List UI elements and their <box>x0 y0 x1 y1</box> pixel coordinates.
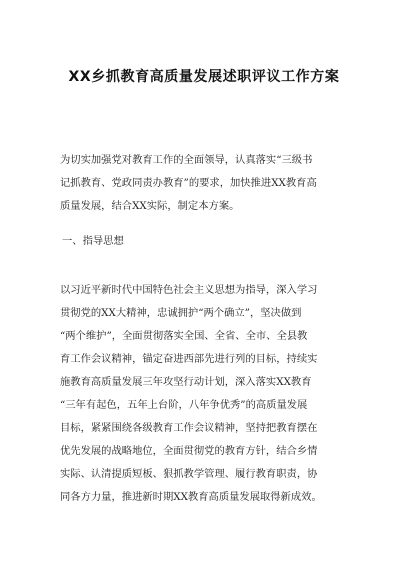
body-line: 同各方力量，推进新时期XX教育高质量发展取得新成效。 <box>60 491 322 503</box>
body-line: “三年有起色，五年上台阶，八年争优秀”的高质量发展 <box>60 399 308 411</box>
intro-line: 质量发展，结合XX实际，制定本方案。 <box>60 200 240 212</box>
body-line: 优先发展的战略地位，全面贯彻党的教育方针，结合乡情 <box>60 445 318 457</box>
body-line: 以习近平新时代中国特色社会主义思想为指导，深入学习 <box>60 284 318 296</box>
intro-line: 为切实加强党对教育工作的全面领导，认真落实“三级书 <box>60 154 313 166</box>
body-line: 贯彻党的XX大精神，忠诚拥护“两个确立”，坚决做到 <box>60 307 302 319</box>
body-line: 目标，紧紧围绕各级教育工作会议精神，坚持把教育摆在 <box>60 422 318 434</box>
body-line: 施教育高质量发展三年攻坚行动计划，深入落实XX教育 <box>60 376 312 388</box>
document-title: XX乡抓教育高质量发展述职评议工作方案 <box>68 69 340 85</box>
section-heading-guiding-ideology: 一、指导思想 <box>62 235 124 247</box>
body-line: 育工作会议精神，锚定奋进西部先进行列的目标，持续实 <box>60 353 318 365</box>
body-line: “两个维护”，全面贯彻落实全国、全省、全市、全县教 <box>60 330 308 342</box>
body-line: 实际、认清提质短板、狠抓教学管理、履行教育职责，协 <box>60 468 318 480</box>
intro-line: 记抓教育、党政同责办教育”的要求，加快推进XX教育高 <box>60 177 317 189</box>
intro-paragraph <box>60 149 350 218</box>
guiding-ideology-paragraph <box>60 279 350 509</box>
